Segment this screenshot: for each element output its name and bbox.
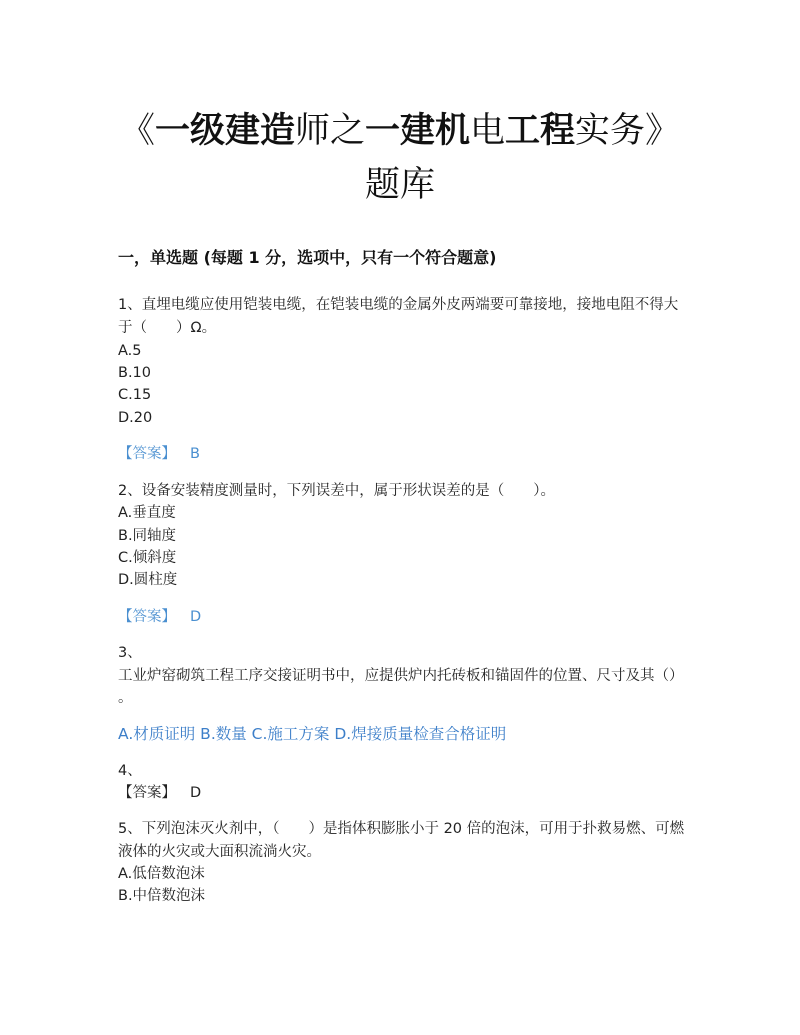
title-part: 电 — [470, 111, 506, 151]
question-5-stem-line2: 液体的火灾或大面积流淌火灾。 — [118, 844, 321, 860]
document-title — [0, 106, 800, 156]
question-5-option: A.低倍数泡沫 — [118, 866, 205, 882]
answer-value: D — [190, 785, 202, 801]
question-5-option: B.中倍数泡沫 — [118, 888, 206, 904]
question-1-option: A.5 — [118, 343, 142, 359]
title-part: 一级 — [154, 111, 225, 151]
question-1-stem-line1: 1、直埋电缆应使用铠装电缆，在铠装电缆的金属外皮两端要可靠接地，接地电阻不得大 — [118, 297, 679, 313]
title-part: 师之 — [294, 111, 365, 151]
answer-value: D — [190, 609, 202, 625]
question-2-option: B.同轴度 — [118, 528, 177, 544]
answer-label: 【答案】 — [118, 446, 176, 462]
question-1-option: D.20 — [118, 410, 153, 426]
question-1-answer — [118, 443, 200, 465]
question-3-stem-line1: 工业炉窑砌筑工程工序交接证明书中，应提供炉内托砖板和锚固件的位置、尺寸及其（） — [118, 668, 684, 684]
question-4-number: 4、 — [118, 763, 142, 779]
question-1-option: C.15 — [118, 387, 152, 403]
section-heading: 一，单选题 (每题 1 分，选项中，只有一个符合题意) — [118, 248, 497, 267]
title-part: 建造 — [224, 111, 295, 151]
question-2-option: D.圆柱度 — [118, 572, 178, 588]
title-part: 一建机 — [365, 111, 471, 151]
answer-value: B — [190, 446, 200, 462]
question-2-option: A.垂直度 — [118, 505, 176, 521]
question-4-answer — [118, 782, 201, 804]
question-1-stem-line2: 于（ ）Ω。 — [118, 320, 217, 336]
question-3-stem-line2: 。 — [118, 690, 133, 706]
question-3-number: 3、 — [118, 645, 142, 661]
question-2-option: C.倾斜度 — [118, 550, 177, 566]
question-2-stem: 2、设备安装精度测量时，下列误差中，属于形状误差的是（ ）。 — [118, 483, 555, 499]
question-1-option: B.10 — [118, 365, 152, 381]
title-part: 实务》 — [575, 111, 681, 151]
title-part: 工程 — [505, 111, 576, 151]
question-3-options: A.材质证明 B.数量 C.施工方案 D.焊接质量检查合格证明 — [118, 725, 507, 743]
answer-label: 【答案】 — [118, 609, 176, 625]
title-part: 《 — [119, 111, 155, 151]
document-title-line2: 题库 — [364, 165, 435, 205]
answer-label: 【答案】 — [118, 785, 176, 801]
question-2-answer — [118, 606, 201, 628]
question-5-stem-line1: 5、下列泡沫灭火剂中，（ ）是指体积膨胀小于 20 倍的泡沫，可用于扑救易燃、可燃 — [118, 821, 685, 837]
